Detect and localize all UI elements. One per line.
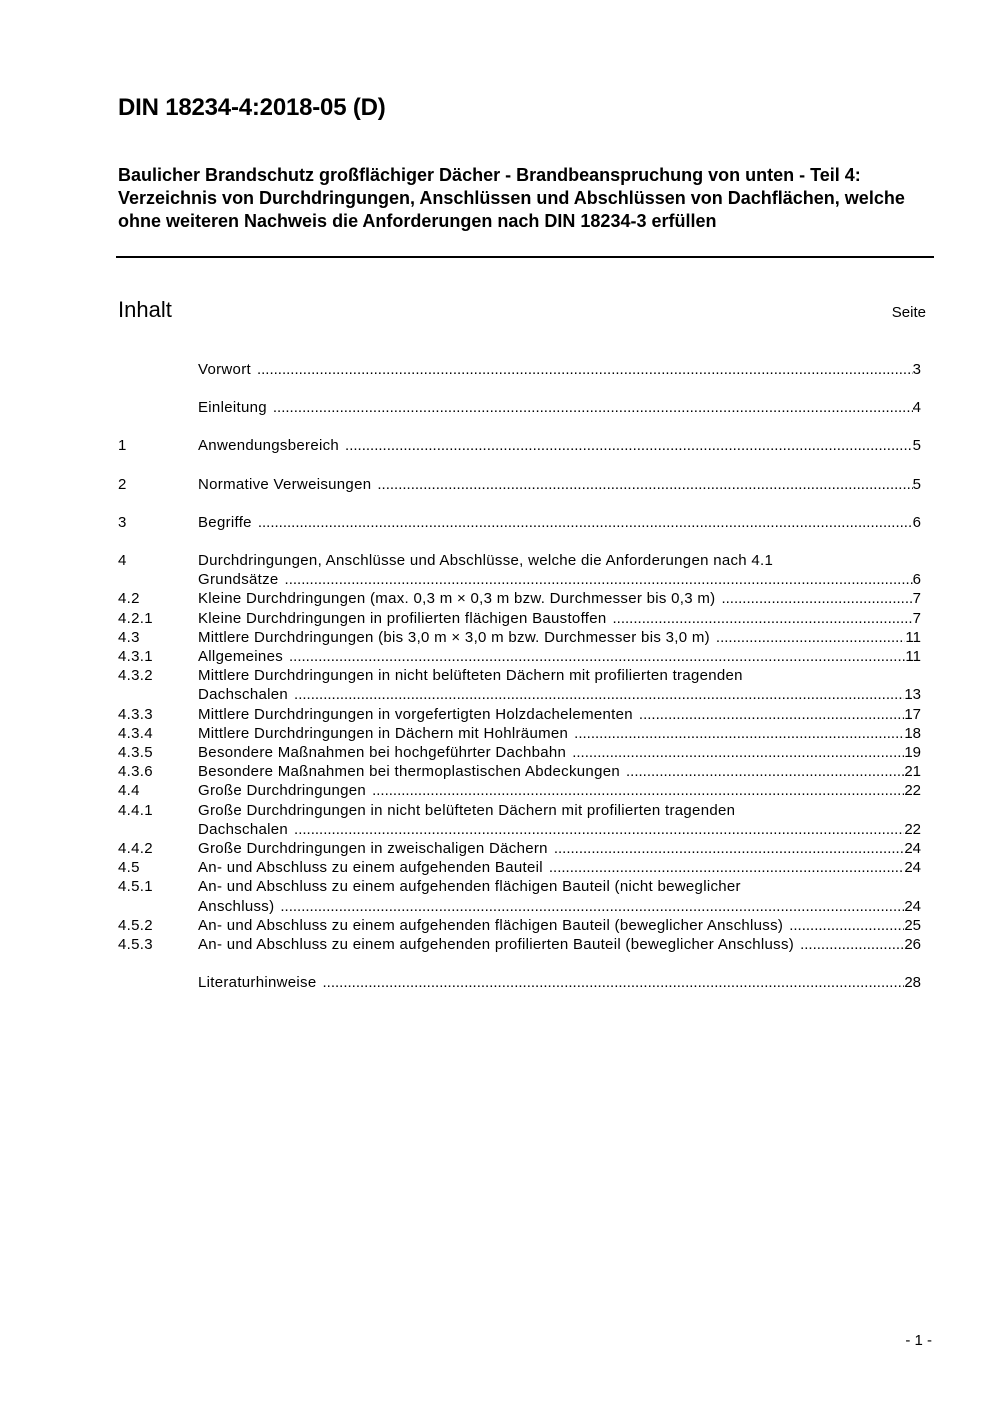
toc-entry-title: Anwendungsbereich bbox=[198, 437, 340, 455]
toc-entry[interactable] bbox=[118, 666, 921, 704]
toc-entry-page: 22 bbox=[904, 782, 921, 800]
dot-leader bbox=[572, 743, 904, 762]
toc-entry-title: Vorwort bbox=[198, 361, 251, 378]
toc-entry-number: 3 bbox=[118, 513, 127, 531]
toc-entry-title: Grundsätze bbox=[198, 571, 279, 589]
document-title: Baulicher Brandschutz großflächiger Dächer - Brandbeanspruchung von unten - Teil 4: Verzeichnis von Durchdringungen, Anschlüssen und Abschlüssen von Dachflächen, welche ohne weiteren Nachweis die Anforderungen nach DIN 18234-3 erfüllen bbox=[118, 165, 905, 231]
dot-leader bbox=[294, 685, 904, 704]
toc-entry-page: 28 bbox=[904, 974, 921, 992]
toc-entry-page: 6 bbox=[912, 571, 921, 589]
toc-entry-page: 11 bbox=[905, 628, 921, 646]
toc-entry-page: 18 bbox=[904, 724, 921, 742]
toc-entry[interactable] bbox=[118, 858, 921, 877]
toc-entry-title: Mittlere Durchdringungen in vorgefertigten Holzdachelementen bbox=[198, 705, 633, 723]
toc-entry-title: Anschluss) bbox=[198, 897, 275, 915]
toc-entry-page: 17 bbox=[904, 705, 921, 723]
toc-entry-line bbox=[198, 897, 921, 916]
toc-entry-line bbox=[198, 762, 921, 781]
dot-leader bbox=[613, 609, 913, 628]
dot-leader bbox=[626, 762, 904, 781]
toc-entry[interactable] bbox=[118, 436, 921, 455]
toc-entry[interactable] bbox=[118, 743, 921, 762]
toc-entry-page: 25 bbox=[904, 916, 921, 934]
toc-entry-line bbox=[198, 839, 921, 858]
toc-entry-line bbox=[198, 589, 921, 608]
toc-entry-line bbox=[198, 360, 921, 379]
page-number: - 1 - bbox=[905, 1332, 932, 1349]
dot-leader bbox=[800, 935, 904, 954]
dot-leader bbox=[721, 589, 912, 608]
toc-entry-line bbox=[198, 916, 921, 935]
toc-entry[interactable] bbox=[118, 916, 921, 935]
toc-entry-title: Große Durchdringungen in zweischaligen Dächern bbox=[198, 840, 548, 858]
toc-entry-page: 7 bbox=[912, 590, 921, 608]
dot-leader bbox=[345, 436, 913, 455]
toc-entry-number: 4.3.6 bbox=[118, 763, 153, 781]
toc-entry-number: 4.3.3 bbox=[118, 705, 153, 723]
toc-entry-title-first-line: Mittlere Durchdringungen in nicht belüfteten Dächern mit profilierten tragenden bbox=[198, 667, 743, 685]
toc-entry-number: 4.3.5 bbox=[118, 744, 153, 762]
toc-entry-title: Begriffe bbox=[198, 513, 252, 531]
toc-entry-number: 4.3.2 bbox=[118, 667, 153, 685]
toc-entry-page: 5 bbox=[912, 475, 921, 493]
toc-entry[interactable] bbox=[118, 801, 921, 839]
toc-entry[interactable] bbox=[118, 781, 921, 800]
toc-entry-title: Kleine Durchdringungen (max. 0,3 m × 0,3 m bzw. Durchmesser bis 0,3 m) bbox=[198, 590, 716, 608]
dot-leader bbox=[716, 628, 906, 647]
toc-entry-number: 4.3.1 bbox=[118, 648, 153, 666]
dot-leader bbox=[280, 897, 904, 916]
toc-entry-body bbox=[198, 589, 921, 608]
toc-entry-page: 22 bbox=[904, 820, 921, 838]
toc-entry[interactable] bbox=[118, 628, 921, 647]
dot-leader bbox=[377, 475, 912, 494]
toc-entry-number: 4.4 bbox=[118, 782, 140, 800]
table-of-contents bbox=[118, 360, 921, 992]
toc-entry-body bbox=[198, 513, 921, 532]
document-number: DIN 18234-4:2018-05 (D) bbox=[118, 94, 386, 121]
toc-entry-page: 21 bbox=[904, 763, 921, 781]
toc-entry[interactable] bbox=[118, 475, 921, 494]
toc-entry-number: 4.4.2 bbox=[118, 840, 153, 858]
toc-entry-line bbox=[198, 513, 921, 532]
toc-entry-page: 24 bbox=[904, 859, 921, 877]
dot-leader bbox=[574, 724, 904, 743]
toc-entry-body bbox=[198, 398, 921, 417]
dot-leader bbox=[258, 513, 913, 532]
toc-entry-line bbox=[198, 628, 921, 647]
toc-entry-line bbox=[198, 570, 921, 589]
toc-entry-page: 26 bbox=[904, 936, 921, 954]
toc-entry-body bbox=[198, 436, 921, 455]
toc-entry-line bbox=[198, 935, 921, 954]
toc-entry[interactable] bbox=[118, 705, 921, 724]
toc-entry-line bbox=[198, 724, 921, 743]
toc-entry[interactable] bbox=[118, 551, 921, 589]
dot-leader bbox=[554, 839, 904, 858]
toc-entry-number: 1 bbox=[118, 437, 127, 455]
toc-entry-page: 5 bbox=[912, 437, 921, 455]
toc-entry-line bbox=[198, 743, 921, 762]
toc-entry-body bbox=[198, 666, 921, 704]
dot-leader bbox=[639, 705, 904, 724]
toc-entry-page: 13 bbox=[904, 686, 921, 704]
title-divider bbox=[116, 256, 934, 258]
dot-leader bbox=[372, 781, 904, 800]
toc-entry-title: Allgemeines bbox=[198, 648, 284, 666]
dot-leader bbox=[289, 647, 905, 666]
toc-entry-body bbox=[198, 839, 921, 858]
toc-entry-body bbox=[198, 762, 921, 781]
toc-entry-line bbox=[198, 436, 921, 455]
toc-entry[interactable] bbox=[118, 398, 921, 417]
toc-entry[interactable] bbox=[118, 973, 921, 992]
toc-page-column-label: Seite bbox=[891, 304, 926, 321]
toc-entry-line bbox=[198, 609, 921, 628]
toc-entry-body bbox=[198, 609, 921, 628]
toc-entry-page: 3 bbox=[912, 361, 921, 378]
toc-entry-page: 24 bbox=[904, 897, 921, 915]
toc-entry-number: 4.4.1 bbox=[118, 801, 153, 819]
toc-entry-body bbox=[198, 724, 921, 743]
toc-entry-body bbox=[198, 858, 921, 877]
toc-entry-number: 4.5 bbox=[118, 859, 140, 877]
dot-leader bbox=[257, 360, 913, 379]
toc-entry[interactable] bbox=[118, 609, 921, 628]
toc-entry-number bbox=[118, 973, 198, 992]
toc-entry-line bbox=[198, 685, 921, 704]
toc-entry-page: 19 bbox=[904, 744, 921, 762]
toc-heading: Inhalt bbox=[118, 297, 172, 322]
toc-entry-number: 4.5.3 bbox=[118, 936, 153, 954]
toc-entry-number: 4.5.2 bbox=[118, 916, 153, 934]
toc-entry-body bbox=[198, 551, 921, 589]
toc-entry-title: An- und Abschluss zu einem aufgehenden profilierten Bauteil (beweglicher Anschluss) bbox=[198, 936, 795, 954]
toc-entry-page: 11 bbox=[905, 648, 921, 666]
toc-entry-title: Dachschalen bbox=[198, 820, 289, 838]
toc-entry-page: 7 bbox=[912, 609, 921, 627]
toc-entry-line bbox=[198, 705, 921, 724]
toc-entry-body bbox=[198, 475, 921, 494]
toc-entry-number: 4.3 bbox=[118, 628, 140, 646]
toc-entry-body bbox=[198, 647, 921, 666]
toc-entry-title-first-line: Durchdringungen, Anschlüsse und Abschlüsse, welche die Anforderungen nach 4.1 bbox=[198, 552, 774, 570]
toc-entry-title: Dachschalen bbox=[198, 686, 289, 704]
toc-entry[interactable] bbox=[118, 513, 921, 532]
dot-leader bbox=[549, 858, 904, 877]
toc-entry-number bbox=[118, 360, 198, 379]
toc-entry-title: Kleine Durchdringungen in profilierten flächigen Baustoffen bbox=[198, 609, 607, 627]
toc-entry[interactable] bbox=[118, 935, 921, 954]
toc-entry-line bbox=[198, 858, 921, 877]
dot-leader bbox=[273, 398, 913, 417]
toc-entry-number: 4.2.1 bbox=[118, 609, 153, 627]
toc-entry-number: 2 bbox=[118, 475, 127, 493]
toc-entry-number: 4.2 bbox=[118, 590, 140, 608]
toc-entry[interactable] bbox=[118, 360, 921, 379]
toc-entry-title: Mittlere Durchdringungen in Dächern mit Hohlräumen bbox=[198, 724, 569, 742]
dot-leader bbox=[323, 973, 905, 992]
toc-entry-body bbox=[198, 935, 921, 954]
toc-entry-body bbox=[198, 743, 921, 762]
toc-entry-title: An- und Abschluss zu einem aufgehenden Bauteil bbox=[198, 859, 543, 877]
toc-entry[interactable] bbox=[118, 839, 921, 858]
toc-entry-line bbox=[198, 973, 921, 992]
toc-entry-title: Literaturhinweise bbox=[198, 974, 317, 992]
toc-entry-number: 4.5.1 bbox=[118, 878, 153, 896]
toc-entry-body bbox=[198, 973, 921, 992]
toc-entry-title-first-line: Große Durchdringungen in nicht belüfteten Dächern mit profilierten tragenden bbox=[198, 801, 736, 819]
toc-entry-body bbox=[198, 916, 921, 935]
toc-entry-line bbox=[198, 475, 921, 494]
toc-entry-number: 4 bbox=[118, 552, 127, 570]
toc-entry[interactable] bbox=[118, 589, 921, 608]
toc-entry-title: An- und Abschluss zu einem aufgehenden flächigen Bauteil (beweglicher Anschluss) bbox=[198, 916, 784, 934]
toc-entry-number: 4.3.4 bbox=[118, 724, 153, 742]
toc-entry-body bbox=[198, 781, 921, 800]
toc-entry[interactable] bbox=[118, 647, 921, 666]
toc-entry-body bbox=[198, 628, 921, 647]
toc-entry[interactable] bbox=[118, 877, 921, 915]
toc-entry-page: 6 bbox=[912, 513, 921, 531]
toc-entry-line bbox=[198, 398, 921, 417]
dot-leader bbox=[285, 570, 913, 589]
toc-entry-title: Normative Verweisungen bbox=[198, 475, 372, 493]
dot-leader bbox=[789, 916, 904, 935]
toc-entry-line bbox=[198, 781, 921, 800]
toc-entry-title: Große Durchdringungen bbox=[198, 782, 367, 800]
toc-entry-body bbox=[198, 705, 921, 724]
toc-entry-title-first-line: An- und Abschluss zu einem aufgehenden flächigen Bauteil (nicht beweglicher bbox=[198, 878, 741, 896]
toc-entry-body bbox=[198, 801, 921, 839]
toc-entry-page: 4 bbox=[912, 399, 921, 417]
toc-entry-number bbox=[118, 398, 198, 417]
toc-entry-body bbox=[198, 877, 921, 915]
toc-entry[interactable] bbox=[118, 762, 921, 781]
toc-entry[interactable] bbox=[118, 724, 921, 743]
toc-entry-title: Besondere Maßnahmen bei thermoplastischen Abdeckungen bbox=[198, 763, 620, 781]
toc-entry-title: Einleitung bbox=[198, 399, 267, 417]
toc-entry-line bbox=[198, 820, 921, 839]
toc-entry-title: Mittlere Durchdringungen (bis 3,0 m × 3,0 m bzw. Durchmesser bis 3,0 m) bbox=[198, 628, 710, 646]
dot-leader bbox=[294, 820, 904, 839]
toc-entry-page: 24 bbox=[904, 840, 921, 858]
toc-entry-body bbox=[198, 360, 921, 379]
toc-entry-title: Besondere Maßnahmen bei hochgeführter Dachbahn bbox=[198, 744, 567, 762]
toc-entry-line bbox=[198, 647, 921, 666]
